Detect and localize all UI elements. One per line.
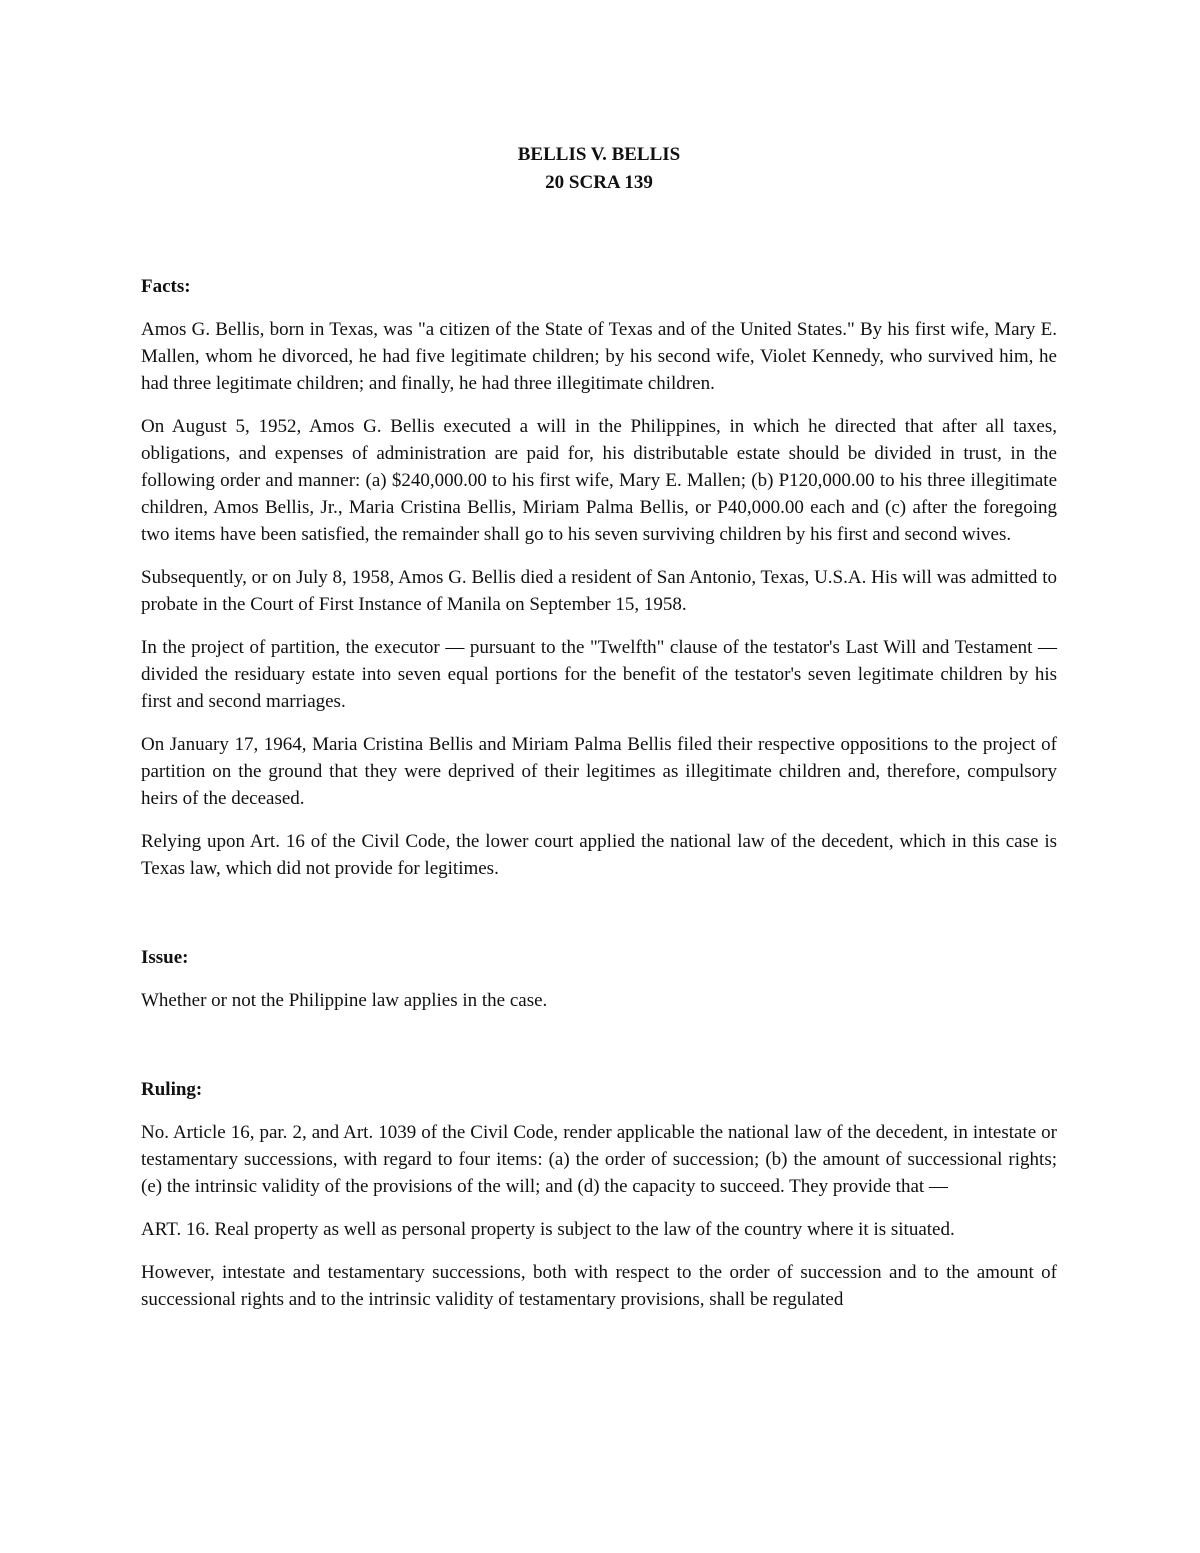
ruling-paragraph: ART. 16. Real property as well as personal property is subject to the law of the country where it is situated.: [141, 1219, 955, 1240]
ruling-heading: Ruling:: [141, 1079, 203, 1100]
facts-paragraph: Relying upon Art. 16 of the Civil Code, the lower court applied the national law of the decedent, which in this case is Texas law, which did not provide for legitimes.: [141, 831, 1057, 879]
facts-paragraph: Amos G. Bellis, born in Texas, was "a citizen of the State of Texas and of the United States." By his first wife, Mary E. Mallen, whom he divorced, he had five legitimate children; by his second wife, Violet Kennedy, who survived him, he had three legitimate children; and finally, he had three illegitimate children.: [141, 319, 1057, 394]
ruling-paragraph: However, intestate and testamentary successions, both with respect to the order of succession and to the amount of successional rights and to the intrinsic validity of testamentary provisions, shall be regulated: [141, 1262, 1057, 1310]
facts-paragraph: In the project of partition, the executor — pursuant to the "Twelfth" clause of the testator's Last Will and Testament — divided the residuary estate into seven equal portions for the benefit of the testator's seven legitimate children by his first and second marriages.: [141, 637, 1057, 712]
case-citation: 20 SCRA 139: [545, 172, 653, 193]
title-block: [141, 141, 1057, 197]
issue-heading: Issue:: [141, 947, 189, 968]
facts-paragraph: On January 17, 1964, Maria Cristina Bellis and Miriam Palma Bellis filed their respective oppositions to the project of partition on the ground that they were deprived of their legitimes as illegitimate children and, therefore, compulsory heirs of the deceased.: [141, 734, 1057, 809]
facts-paragraph: On August 5, 1952, Amos G. Bellis executed a will in the Philippines, in which he directed that after all taxes, obligations, and expenses of administration are paid for, his distributable estate should be divided in trust, in the following order and manner: (a) $240,000.00 to his first wife, Mary E. Mallen; (b) P120,000.00 to his three illegitimate children, Amos Bellis, Jr., Maria Cristina Bellis, Miriam Palma Bellis, or P40,000.00 each and (c) after the foregoing two items have been satisfied, the remainder shall go to his seven surviving children by his first and second wives.: [141, 416, 1057, 545]
issue-paragraph: Whether or not the Philippine law applies in the case.: [141, 990, 548, 1011]
facts-paragraph: Subsequently, or on July 8, 1958, Amos G. Bellis died a resident of San Antonio, Texas, U.S.A. His will was admitted to probate in the Court of First Instance of Manila on September 15, 1958.: [141, 567, 1057, 615]
document-content: [141, 141, 1057, 1313]
ruling-paragraph: No. Article 16, par. 2, and Art. 1039 of the Civil Code, render applicable the national law of the decedent, in intestate or testamentary successions, with regard to four items: (a) the order of succession; (b) the amount of successional rights; (e) the intrinsic validity of the provisions of the will; and (d) the capacity to succeed. They provide that —: [141, 1122, 1057, 1197]
facts-heading: Facts:: [141, 276, 191, 297]
case-title: BELLIS V. BELLIS: [517, 144, 681, 165]
